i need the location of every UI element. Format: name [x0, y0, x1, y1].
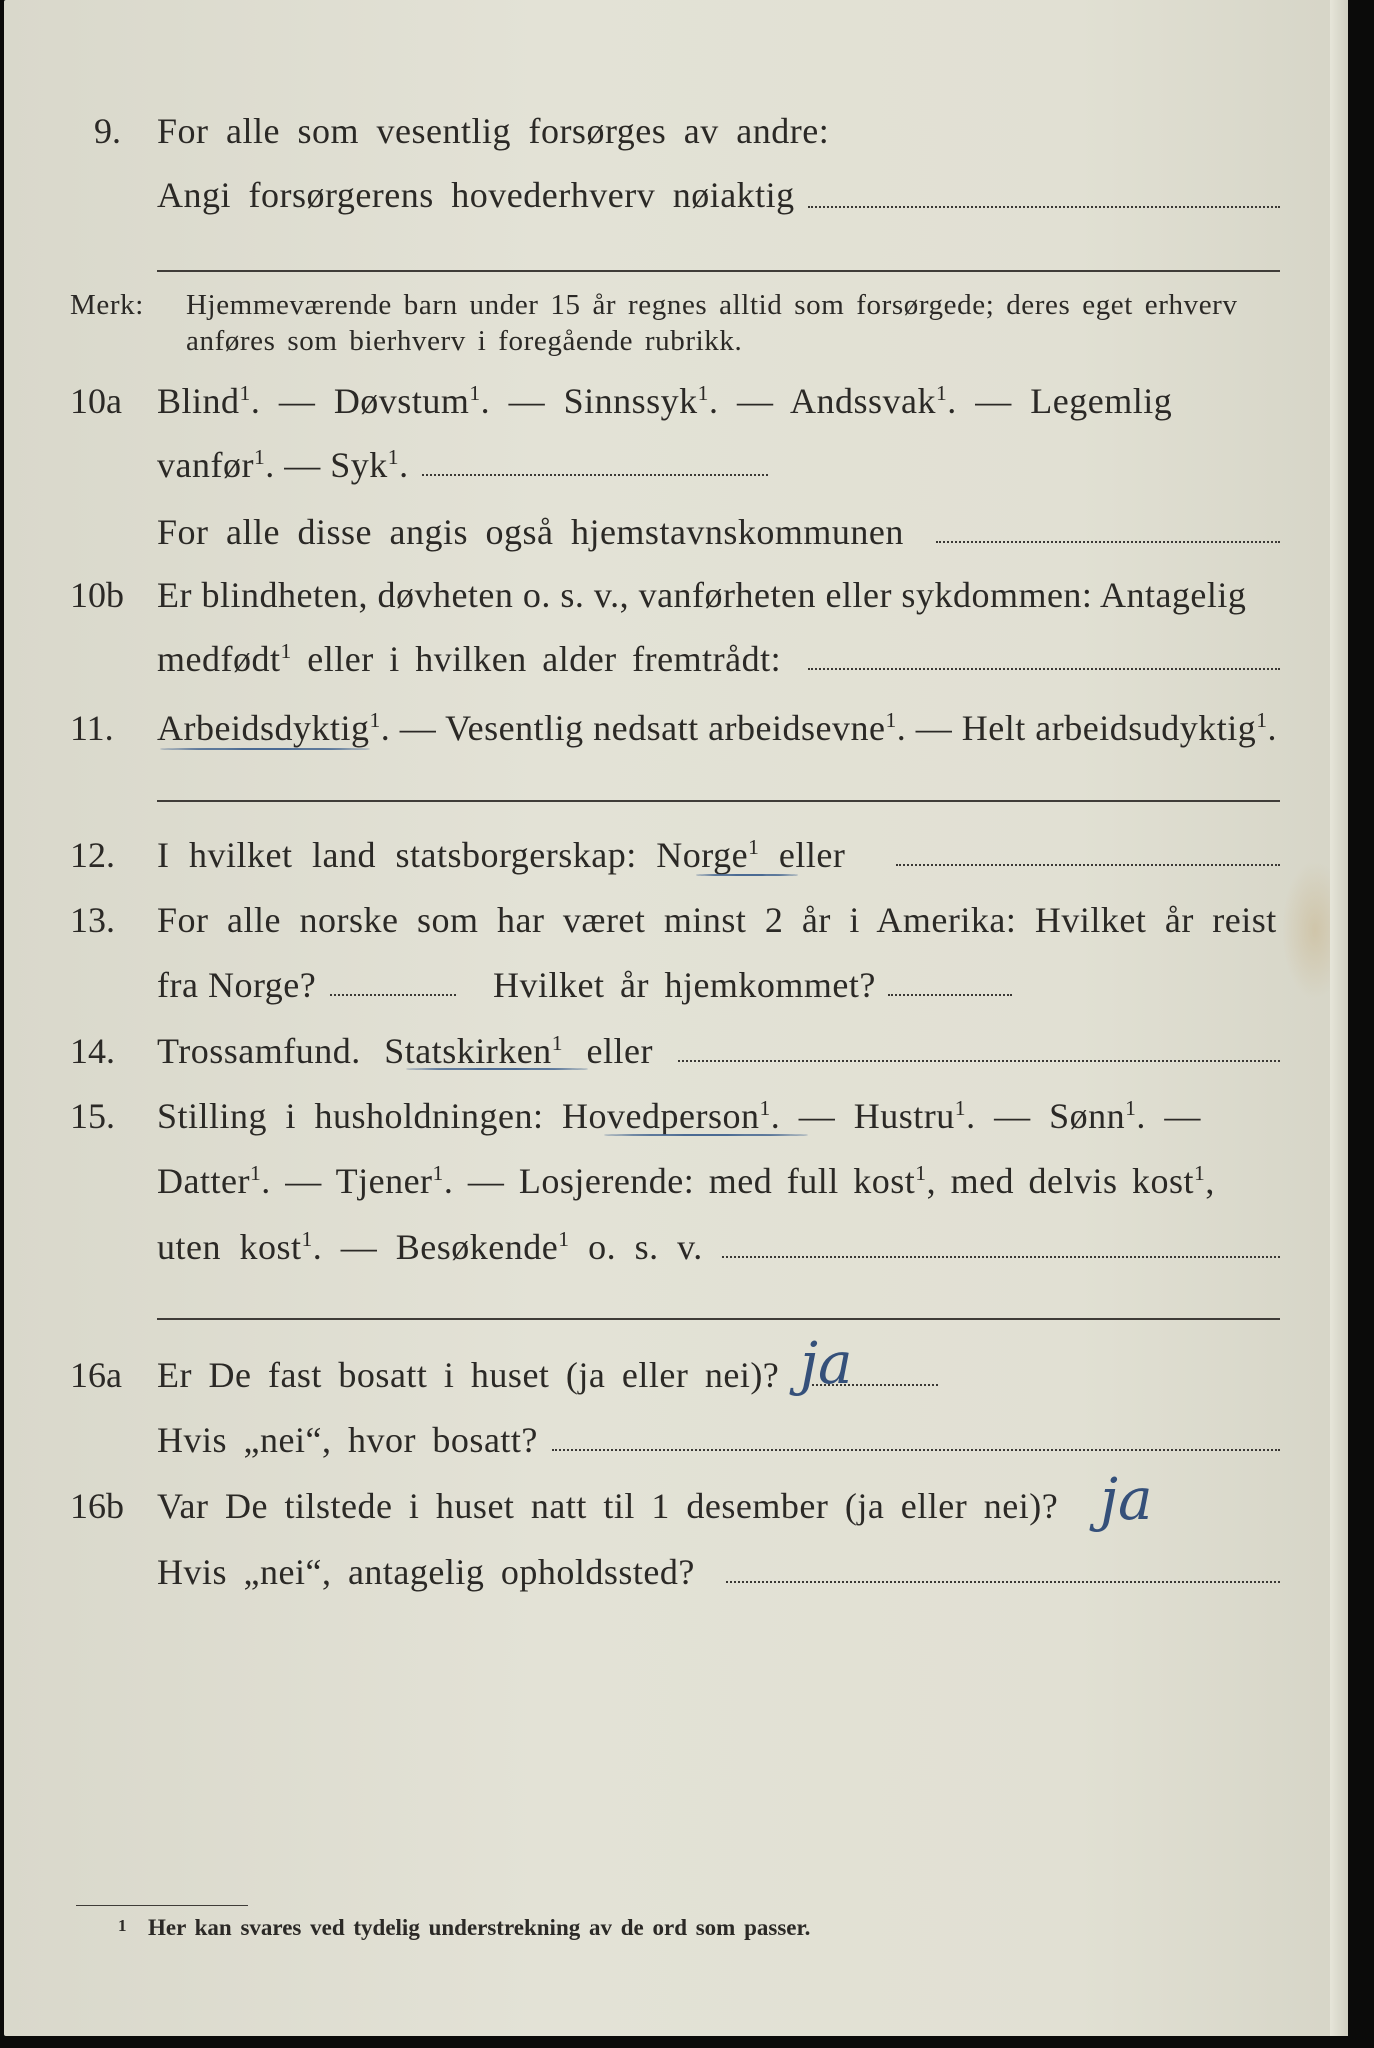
- q13-line-2b: Hvilket år hjemkommet?: [493, 965, 876, 1005]
- q10b-number: 10b: [70, 575, 124, 615]
- q15-line-3: uten kost$^1$. — Besøkende$^1$ o. s. v.: [157, 1227, 703, 1267]
- q12-number: 12.: [70, 835, 115, 875]
- footnote-text: Her kan svares ved tydelig understrekning av de ord som passer.: [148, 1915, 811, 1940]
- q12-line-1: I hvilket land statsborgerskap: Norge$^1$ eller: [157, 835, 846, 875]
- q11-number: 11.: [70, 708, 114, 748]
- merk-label: Merk:: [70, 289, 144, 321]
- q13-reist-field[interactable]: [330, 994, 456, 996]
- q15-answer-field[interactable]: [722, 1256, 1280, 1258]
- q16a-handwritten-answer: ja: [800, 1329, 853, 1397]
- q15-answer-line[interactable]: [157, 1318, 1280, 1320]
- q16b-number: 16b: [70, 1486, 124, 1526]
- q16b-line-2: Hvis „nei“, antagelig opholdssted?: [157, 1552, 695, 1592]
- q14-line-1: Trossamfund. Statskirken$^1$ eller: [157, 1031, 653, 1071]
- q11-line-1: Arbeidsdyktig$^1$. — Vesentlig nedsatt arbeidsevne$^1$. — Helt arbeidsudyktig$^1$.: [157, 708, 1278, 748]
- q13-hjemkommet-field[interactable]: [888, 994, 1012, 996]
- q11-handwritten-underline: [160, 748, 370, 750]
- q13-line-2a: fra Norge?: [157, 965, 317, 1005]
- page-edge: [1330, 0, 1348, 2036]
- q14-answer-field[interactable]: [678, 1060, 1280, 1062]
- q9-line-1: For alle som vesentlig forsørges av andre:: [157, 111, 830, 151]
- q9-answer-field[interactable]: [808, 206, 1280, 208]
- q10a-hjemstavn-field[interactable]: [936, 541, 1280, 543]
- q13-number: 13.: [70, 900, 115, 940]
- q15-line-2: Datter$^1$. — Tjener$^1$. — Losjerende: med full kost$^1$, med delvis kost$^1$,: [157, 1161, 1215, 1201]
- q16b-line-1: Var De tilstede i huset natt til 1 desember (ja eller nei)?: [157, 1486, 1059, 1526]
- q14-handwritten-underline: [406, 1068, 588, 1070]
- q12-answer-field[interactable]: [896, 864, 1280, 866]
- footnote-mark: 1: [118, 1916, 127, 1935]
- q10a-line-2: vanfør$^1$. — Syk$^1$.: [157, 445, 409, 485]
- q11-answer-line[interactable]: [157, 800, 1280, 802]
- q16a-bosatt-field[interactable]: [552, 1449, 1280, 1451]
- q15-handwritten-underline: [604, 1134, 808, 1136]
- q9-answer-line[interactable]: [157, 270, 1280, 272]
- q10b-line-2: medfødt$^1$ eller i hvilken alder fremtrådt:: [157, 639, 782, 679]
- merk-line-1: Hjemmeværende barn under 15 år regnes alltid som forsørgede; deres eget erhverv: [186, 289, 1238, 321]
- q13-line-1: For alle norske som har været minst 2 år i Amerika: Hvilket år reist: [157, 900, 1277, 940]
- q15-line-1: Stilling i husholdningen: Hovedperson$^1$. — Hustru$^1$. — Sønn$^1$. —: [157, 1096, 1201, 1136]
- q10a-line-3: For alle disse angis også hjemstavnskommunen: [157, 512, 904, 552]
- q16a-line-1: Er De fast bosatt i huset (ja eller nei)?: [157, 1355, 780, 1395]
- q9-line-2: Angi forsørgerens hovederhverv nøiaktig: [157, 175, 795, 215]
- q14-number: 14.: [70, 1031, 115, 1071]
- q10b-line-1: Er blindheten, døvheten o. s. v., vanførheten eller sykdommen: Antagelig: [157, 575, 1247, 615]
- merk-line-2: anføres som bierhverv i foregående rubrikk.: [186, 325, 743, 357]
- q10a-syk-field[interactable]: [422, 474, 768, 476]
- q16a-number: 16a: [70, 1355, 122, 1395]
- q9-number: 9.: [94, 111, 121, 151]
- q16b-handwritten-answer: ja: [1100, 1465, 1153, 1533]
- q15-number: 15.: [70, 1096, 115, 1136]
- q16a-line-2: Hvis „nei“, hvor bosatt?: [157, 1420, 538, 1460]
- q10a-line-1: Blind$^1$. — Døvstum$^1$. — Sinnssyk$^1$. — Andssvak$^1$. — Legemlig: [157, 381, 1173, 421]
- q10b-answer-field[interactable]: [808, 668, 1280, 670]
- q12-handwritten-underline: [696, 874, 798, 876]
- q16b-opholdssted-field[interactable]: [726, 1581, 1280, 1583]
- footnote-separator: [76, 1905, 248, 1906]
- q10a-number: 10a: [70, 381, 122, 421]
